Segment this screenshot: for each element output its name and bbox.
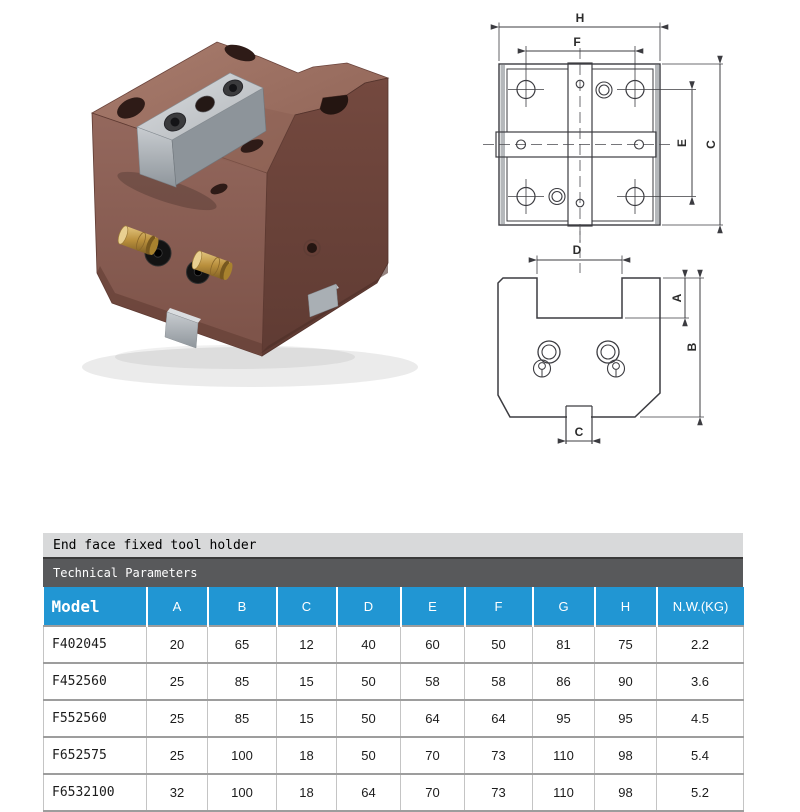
value-cell: 90 [595,663,657,700]
value-cell: 110 [533,774,595,811]
value-cell: 50 [337,700,401,737]
value-cell: 18 [277,737,337,774]
dim-label-d: D [572,243,582,257]
column-header: H [595,587,657,626]
column-header: C [277,587,337,626]
value-cell: 15 [277,663,337,700]
table-subtitle: Technical Parameters [43,559,743,587]
value-cell: 85 [208,663,277,700]
value-cell: 70 [401,774,465,811]
dimension-drawings [460,0,760,470]
value-cell: 110 [533,737,595,774]
value-cell: 64 [337,774,401,811]
spec-table [43,533,743,812]
parameters-table [43,587,744,812]
value-cell: 73 [465,737,533,774]
table-row [44,663,744,700]
value-cell: 18 [277,774,337,811]
value-cell: 58 [465,663,533,700]
column-header: A [147,587,208,626]
column-header: D [337,587,401,626]
value-cell: 15 [277,700,337,737]
dim-label-c-top: C [704,140,718,149]
dim-label-e: E [675,138,689,148]
model-cell: F652575 [44,737,147,774]
column-header: N.W.(KG) [657,587,744,626]
clamp-bolt-2-socket [229,84,237,92]
value-cell: 60 [401,626,465,663]
side-screw-hole [307,243,317,253]
model-cell: F6532100 [44,774,147,811]
table-row [44,700,744,737]
column-header: B [208,587,277,626]
value-cell: 100 [208,774,277,811]
value-cell: 50 [465,626,533,663]
table-row [44,737,744,774]
value-cell: 64 [401,700,465,737]
clamp-bolt-1-socket [171,118,180,127]
value-cell: 4.5 [657,700,744,737]
column-header-model: Model [44,587,147,626]
value-cell: 95 [533,700,595,737]
value-cell: 98 [595,774,657,811]
value-cell: 5.4 [657,737,744,774]
value-cell: 100 [208,737,277,774]
value-cell: 50 [337,737,401,774]
value-cell: 50 [337,663,401,700]
dim-label-f: F [573,35,581,49]
value-cell: 75 [595,626,657,663]
model-cell: F402045 [44,626,147,663]
front-view [498,231,704,444]
value-cell: 25 [147,700,208,737]
value-cell: 81 [533,626,595,663]
table-title: End face fixed tool holder [43,533,743,559]
front-outline [498,278,660,417]
dim-label-b: B [685,342,699,352]
value-cell: 32 [147,774,208,811]
table-row [44,626,744,663]
table-body [44,626,744,811]
value-cell: 12 [277,626,337,663]
value-cell: 25 [147,737,208,774]
table-row [44,774,744,811]
value-cell: 5.2 [657,774,744,811]
column-header: F [465,587,533,626]
header-row [44,587,744,626]
value-cell: 65 [208,626,277,663]
value-cell: 64 [465,700,533,737]
column-header: E [401,587,465,626]
model-cell: F552560 [44,700,147,737]
value-cell: 98 [595,737,657,774]
photo-shadow-inner [115,345,355,369]
value-cell: 25 [147,663,208,700]
value-cell: 73 [465,774,533,811]
value-cell: 85 [208,700,277,737]
value-cell: 3.6 [657,663,744,700]
dim-label-h: H [575,11,585,25]
model-cell: F452560 [44,663,147,700]
dim-label-c-bottom: C [574,425,584,439]
value-cell: 2.2 [657,626,744,663]
technical-drawing [460,0,760,470]
value-cell: 58 [401,663,465,700]
product-photo [55,5,450,395]
top-view [483,11,723,243]
value-cell: 70 [401,737,465,774]
value-cell: 40 [337,626,401,663]
value-cell: 20 [147,626,208,663]
dim-label-a: A [670,293,684,303]
product-photo-illustration [55,5,450,395]
value-cell: 95 [595,700,657,737]
column-header: G [533,587,595,626]
value-cell: 86 [533,663,595,700]
